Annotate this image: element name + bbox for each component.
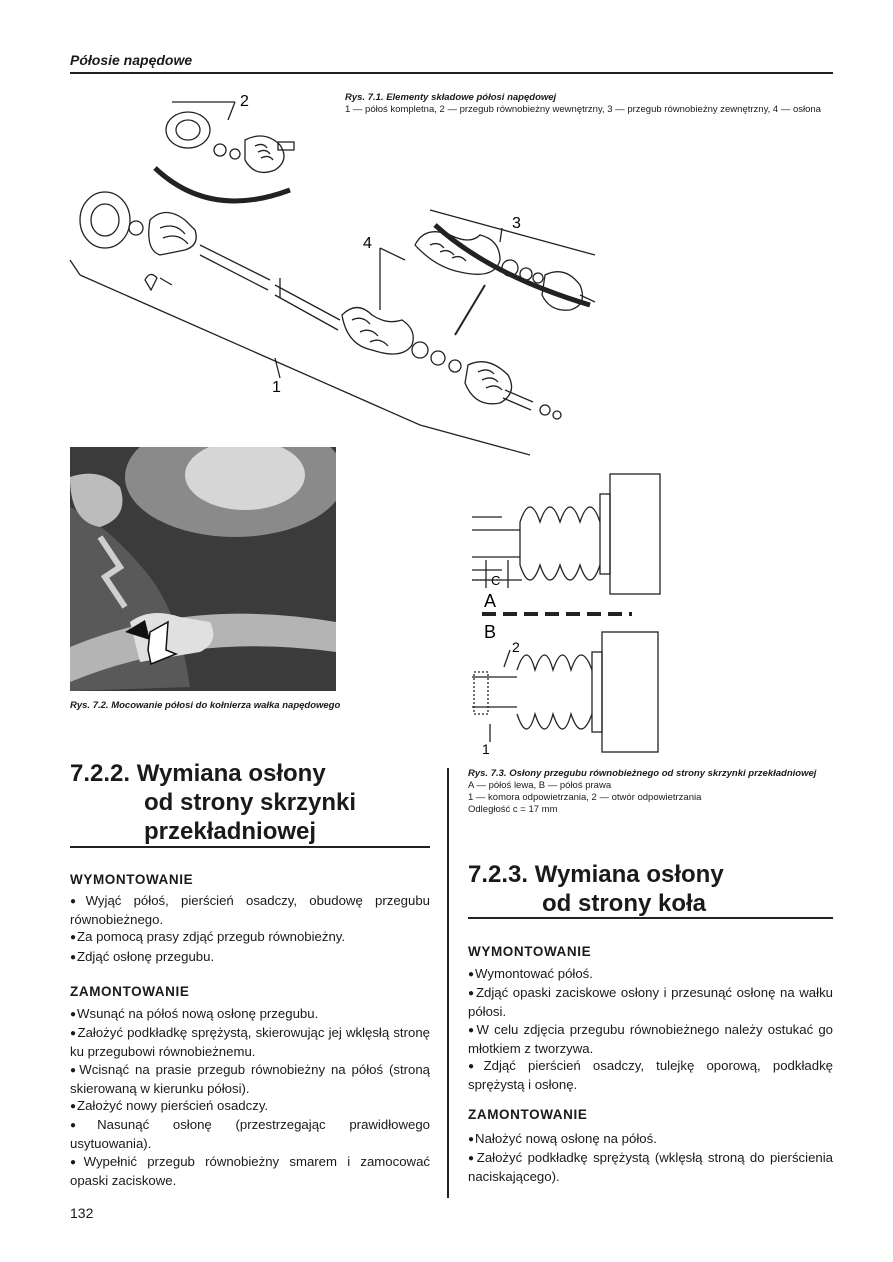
list-item: ● Założyć nowy pierścień osadczy. — [70, 1097, 430, 1116]
fig3-label-b: B — [484, 622, 497, 642]
figure-7-1-drawing — [60, 80, 620, 460]
list-item: ● Wcisnąć na prasie przegub równobieżny na półoś (stroną skierowaną w kierunku półosi). — [70, 1061, 430, 1097]
list-item: ● Nasunąć osłonę (przestrzegając prawidłowego usytuowania). — [70, 1116, 430, 1152]
section-722-heading — [70, 759, 430, 846]
list-item: ● Zdjąć opaski zaciskowe osłony i przesunąć osłonę na wałku półosi. — [468, 984, 833, 1020]
fig3-caption-title: Rys. 7.3. Osłony przegubu równobieżnego od strony skrzynki przekładniowej — [468, 768, 817, 779]
section-723-install-heading: ZAMONTOWANIE — [468, 1107, 588, 1122]
fig3-label-2: 2 — [512, 639, 520, 655]
running-header: Półosie napędowe — [70, 52, 193, 68]
section-723-rule — [468, 917, 833, 919]
fig3-label-c: C — [491, 573, 501, 588]
fig3-caption-line3: Odległość c = 17 mm — [468, 804, 558, 815]
fig2-caption: Rys. 7.2. Mocowanie półosi do kołnierza wałka napędowego — [70, 700, 341, 711]
list-item: ● Założyć podkładkę sprężystą (wklęsłą stroną do pierścienia naciskającego). — [468, 1149, 833, 1185]
column-divider — [447, 768, 449, 1198]
figure-7-2-photo — [70, 447, 336, 691]
section-722-title-line2: od strony skrzynki — [144, 789, 357, 816]
section-722-removal-heading: WYMONTOWANIE — [70, 872, 194, 887]
fig1-label-2: 2 — [240, 93, 249, 110]
fig1-caption-title: Rys. 7.1. Elementy składowe półosi napędowej — [345, 92, 557, 103]
section-723-removal-list — [468, 965, 833, 1093]
list-item: ● W celu zdjęcia przegubu równobieżnego należy ostukać go młotkiem z tworzywa. — [468, 1021, 833, 1057]
list-item: ● Wyjąć półoś, pierścień osadczy, obudowę przegubu równobieżnego. — [70, 892, 430, 928]
list-item: ● Nałożyć nową osłonę na półoś. — [468, 1130, 833, 1149]
section-723-title-line1: Wymiana osłony — [534, 861, 724, 888]
header-rule — [70, 72, 833, 74]
section-723-title-line2: od strony koła — [542, 890, 707, 917]
list-item: ● Założyć podkładkę sprężystą, skierowując jej wklęsłą stronę ku przegubowi równobieżnemu. — [70, 1024, 430, 1060]
section-722-removal-list — [70, 892, 430, 967]
section-722-rule — [70, 846, 430, 848]
list-item: ● Wsunąć na półoś nową osłonę przegubu. — [70, 1005, 430, 1024]
fig1-label-3: 3 — [512, 215, 521, 232]
section-722-number: 7.2.2. — [70, 760, 131, 787]
fig3-caption-line2: 1 — komora odpowietrzania, 2 — otwór odpowietrzania — [468, 792, 702, 803]
section-723-install-list — [468, 1130, 833, 1186]
section-722-title-line3: przekładniowej — [144, 818, 317, 845]
figure-7-3-drawing — [462, 462, 662, 762]
section-723-removal-heading: WYMONTOWANIE — [468, 944, 592, 959]
fig3-caption-line1: A — półoś lewa, B — półoś prawa — [468, 780, 612, 791]
section-723-number: 7.2.3. — [468, 861, 529, 888]
figure-7-1-caption — [345, 92, 830, 116]
list-item: ● Zdjąć osłonę przegubu. — [70, 948, 430, 967]
section-722-title-line1: Wymiana osłony — [136, 760, 326, 787]
list-item: ● Za pomocą prasy zdjąć przegub równobieżny. — [70, 928, 430, 947]
fig1-label-4: 4 — [363, 235, 372, 252]
section-723-heading — [468, 860, 833, 918]
list-item: ● Wypełnić przegub równobieżny smarem i zamocować opaski zaciskowe. — [70, 1153, 430, 1189]
list-item: ● Zdjąć pierścień osadczy, tulejkę oporową, podkładkę sprężystą i osłonę. — [468, 1057, 833, 1093]
figure-7-3-caption — [468, 768, 833, 816]
fig1-label-1: 1 — [272, 379, 281, 396]
fig3-label-a: A — [484, 591, 497, 611]
section-722-install-heading: ZAMONTOWANIE — [70, 984, 190, 999]
page-number: 132 — [70, 1205, 94, 1221]
figure-7-2-caption — [70, 700, 430, 712]
fig1-caption-text: 1 — półoś kompletna, 2 — przegub równobieżny wewnętrzny, 3 — przegub równobieżny zewnętrzny, 4 — osłona — [345, 104, 821, 115]
list-item: ● Wymontować półoś. — [468, 965, 833, 984]
section-722-install-list — [70, 1005, 430, 1189]
fig3-label-1: 1 — [482, 741, 490, 757]
